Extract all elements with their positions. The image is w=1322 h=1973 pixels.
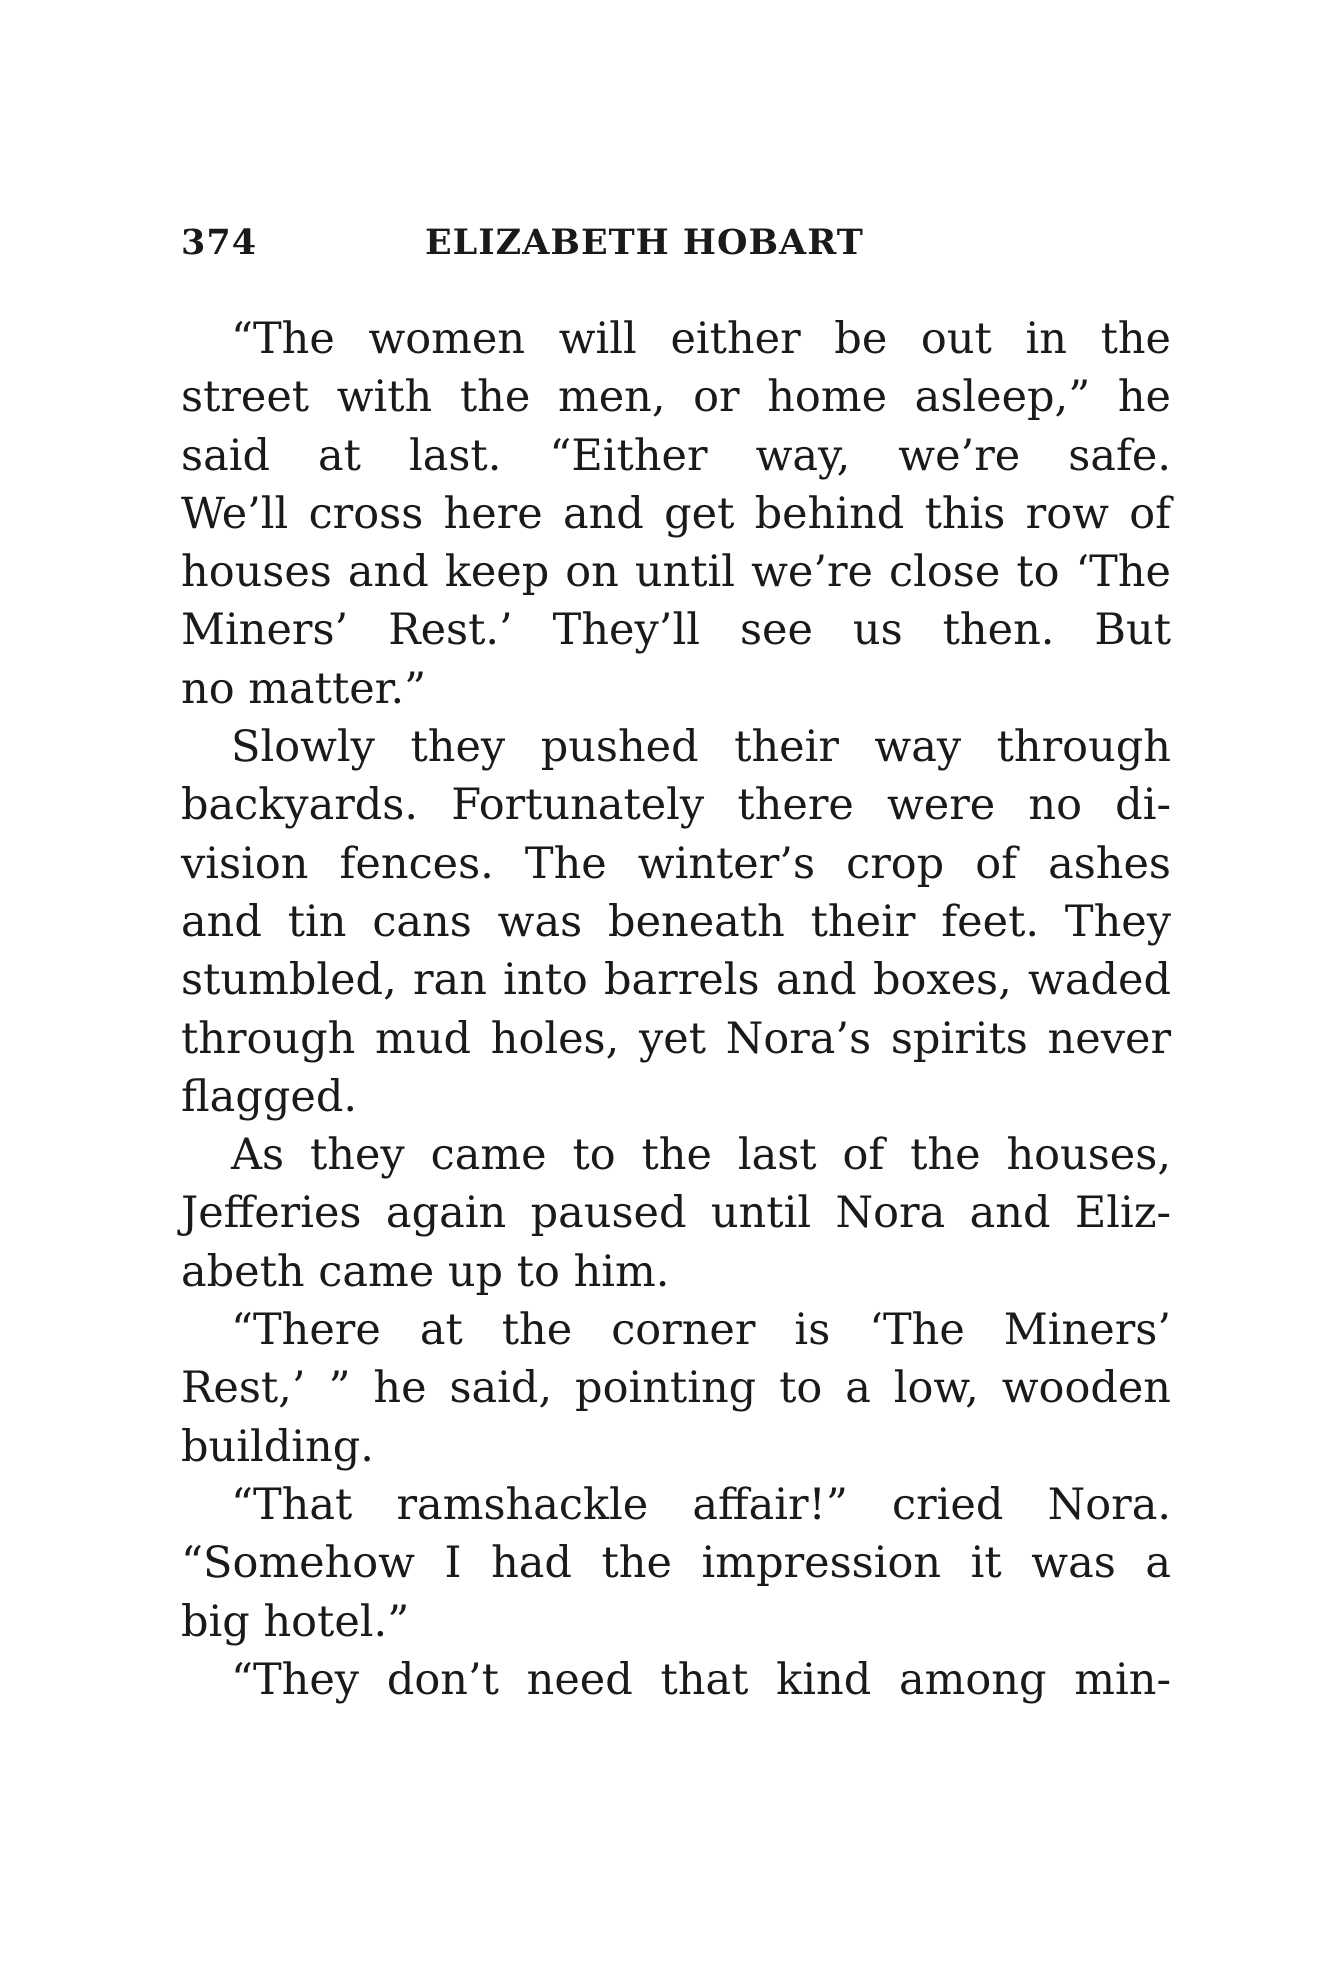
text-line: no matter.” <box>181 663 427 714</box>
text-line: street with the men, or home asleep,” he <box>181 372 1171 423</box>
text-line: We’ll cross here and get behind this row of <box>181 488 1171 539</box>
text-line: vision fences. The winter’s crop of ashes <box>181 838 1171 889</box>
body-text <box>181 310 1171 1709</box>
text-line: “The women will either be out in the <box>231 314 1171 364</box>
paragraph <box>181 718 1171 1126</box>
text-line: flagged. <box>181 1071 358 1122</box>
text-line: abeth came up to him. <box>181 1246 670 1297</box>
text-line: big hotel.” <box>181 1596 410 1647</box>
paragraph <box>181 1126 1171 1301</box>
text-line: said at last. “Either way, we’re safe. <box>181 430 1171 481</box>
text-line: “They don’t need that kind among min- <box>231 1654 1171 1705</box>
text-line: “There at the corner is ‘The Miners’ <box>231 1305 1171 1356</box>
page-number: 374 <box>181 222 258 263</box>
paragraph <box>181 1301 1171 1476</box>
text-line: houses and keep on until we’re close to ‘The <box>181 547 1171 598</box>
text-line: Jefferies again paused until Nora and Eliz- <box>181 1188 1171 1239</box>
text-line: Miners’ Rest.’ They’ll see us then. But <box>181 605 1171 656</box>
text-line: Slowly they pushed their way through <box>231 722 1171 773</box>
paragraph <box>181 1476 1171 1651</box>
running-header <box>181 222 921 272</box>
text-line: As they came to the last of the houses, <box>231 1130 1171 1181</box>
text-line: and tin cans was beneath their feet. They <box>181 896 1171 947</box>
text-line: stumbled, ran into barrels and boxes, waded <box>181 955 1171 1006</box>
text-line: Rest,’ ” he said, pointing to a low, wooden <box>181 1363 1171 1414</box>
text-line: through mud holes, yet Nora’s spirits never <box>181 1013 1171 1064</box>
text-line: backyards. Fortunately there were no di- <box>181 780 1171 831</box>
running-title: ELIZABETH HOBART <box>425 222 864 263</box>
text-line: “Somehow I had the impression it was a <box>181 1538 1171 1589</box>
text-line: “That ramshackle affair!” cried Nora. <box>231 1479 1171 1530</box>
paragraph <box>181 1651 1171 1709</box>
paragraph <box>181 310 1171 718</box>
text-line: building. <box>181 1421 374 1472</box>
